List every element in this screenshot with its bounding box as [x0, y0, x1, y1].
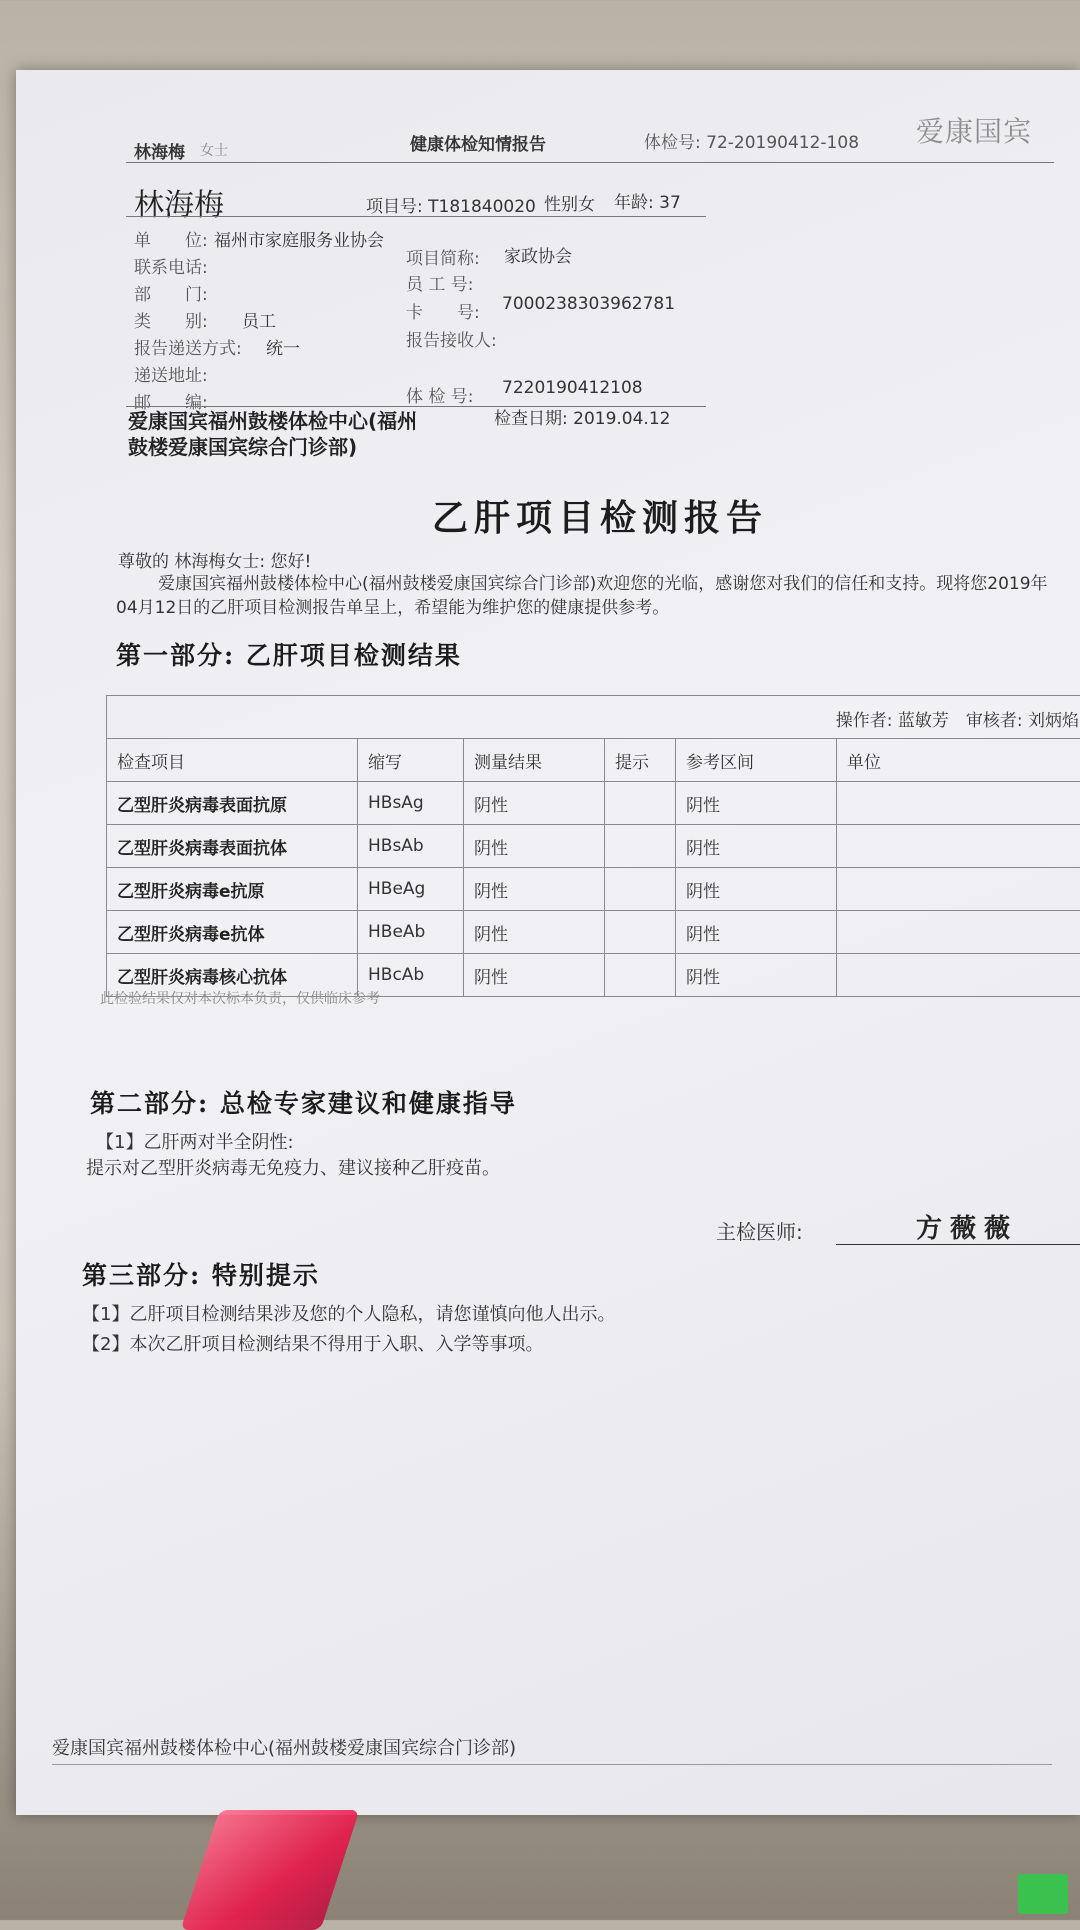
cell-unit: [837, 782, 1080, 825]
cell-item: 乙型肝炎病毒表面抗原: [107, 782, 358, 825]
info-label: 单 位:: [134, 226, 208, 251]
doctor-signature: 方薇薇: [916, 1208, 1018, 1245]
table-row: [107, 782, 1080, 825]
greeting-line: 尊敬的 林海梅女士: 您好!: [118, 550, 311, 574]
exam-date: 检查日期: 2019.04.12: [494, 404, 670, 429]
header-report-type: 健康体检知情报告: [410, 130, 546, 155]
part2-title: 第二部分: 总检专家建议和健康指导: [90, 1084, 517, 1120]
column-header: 测量结果: [464, 739, 605, 782]
brand-logo-text: 爱康国宾: [916, 110, 1032, 150]
info-value: 统一: [266, 334, 300, 359]
cell-reference: 阴性: [676, 868, 837, 911]
cell-hint: [605, 782, 676, 825]
cell-result: 阴性: [464, 954, 605, 997]
info-value: 员工: [242, 307, 276, 332]
footer-rule: [52, 1764, 1052, 1765]
table-header-row: [107, 739, 1080, 782]
cell-unit: [837, 911, 1080, 954]
patient-name: 林海梅: [134, 180, 224, 224]
info-label: 卡 号:: [406, 298, 480, 323]
footer-center-name: 爱康国宾福州鼓楼体检中心(福州鼓楼爱康国宾综合门诊部): [52, 1734, 516, 1760]
cell-reference: 阴性: [676, 825, 837, 868]
exam-center-name: 爱康国宾福州鼓楼体检中心(福州鼓楼爱康国宾综合门诊部): [128, 408, 428, 460]
info-value: 7000238303962781: [502, 294, 675, 314]
table-row: [107, 825, 1080, 868]
cell-result: 阴性: [464, 868, 605, 911]
notice-item: 【1】乙肝项目检测结果涉及您的个人隐私，请您谨慎向他人出示。: [82, 1300, 615, 1326]
info-value: 7220190412108: [502, 378, 643, 398]
cell-unit: [837, 954, 1080, 997]
cell-abbr: HBeAg: [358, 868, 464, 911]
cell-unit: [837, 825, 1080, 868]
cell-reference: 阴性: [676, 911, 837, 954]
project-number: 项目号: T181840020: [366, 192, 536, 217]
column-header: 单位: [837, 739, 1080, 782]
patient-rule: [126, 216, 706, 217]
cell-item: 乙型肝炎病毒核心抗体: [107, 954, 358, 997]
part1-title: 第一部分: 乙肝项目检测结果: [116, 636, 462, 672]
operator-row: [106, 695, 1080, 738]
cell-item: 乙型肝炎病毒e抗体: [107, 911, 358, 954]
cell-abbr: HBeAb: [358, 911, 464, 954]
signature-line: [836, 1244, 1080, 1245]
cell-reference: 阴性: [676, 954, 837, 997]
greeting-paragraph: 爱康国宾福州鼓楼体检中心(福州鼓楼爱康国宾综合门诊部)欢迎您的光临，感谢您对我们的信任和支持。现将您2019年04月12日的乙肝项目检测报告单呈上，希望能为维护您的健康提供参考。: [116, 572, 1056, 620]
header-patient-name: 林海梅: [134, 138, 185, 163]
highlighter-pen: [181, 1810, 360, 1930]
part3-title: 第三部分: 特别提示: [82, 1256, 320, 1292]
column-header: 提示: [605, 739, 676, 782]
cell-hint: [605, 868, 676, 911]
cell-item: 乙型肝炎病毒e抗原: [107, 868, 358, 911]
header-exam-number: 体检号: 72-20190412-108: [644, 128, 859, 153]
patient-gender: 性别女: [544, 190, 595, 215]
operator-reviewer: 操作者: 蓝敏芳 审核者: 刘炳焰: [836, 706, 1079, 731]
advice-text: 提示对乙型肝炎病毒无免疫力、建议接种乙肝疫苗。: [86, 1154, 500, 1180]
info-label: 联系电话:: [134, 253, 208, 278]
info-label: 报告递送方式:: [134, 334, 242, 359]
info-value: 福州市家庭服务业协会: [214, 226, 384, 251]
cell-item: 乙型肝炎病毒表面抗体: [107, 825, 358, 868]
cell-hint: [605, 911, 676, 954]
info-label: 递送地址:: [134, 361, 208, 386]
info-label: 员 工 号:: [406, 270, 474, 295]
watermark-logo: [1018, 1874, 1068, 1914]
info-label: 邮 编:: [134, 388, 208, 413]
info-value: 家政协会: [504, 242, 572, 267]
results-disclaimer: 此检验结果仅对本次标本负责，仅供临床参考: [100, 988, 380, 1008]
cell-abbr: HBsAb: [358, 825, 464, 868]
notice-item: 【2】本次乙肝项目检测结果不得用于入职、入学等事项。: [82, 1330, 543, 1356]
doctor-label: 主检医师:: [716, 1216, 803, 1245]
info-label: 报告接收人:: [406, 326, 497, 351]
header-salutation: 女士: [200, 140, 228, 160]
report-title: 乙肝项目检测报告: [432, 490, 768, 541]
table-row: [107, 911, 1080, 954]
header-rule: [126, 162, 1054, 163]
table-row: [107, 868, 1080, 911]
cell-result: 阴性: [464, 782, 605, 825]
info-label: 部 门:: [134, 280, 208, 305]
info-label: 类 别:: [134, 307, 208, 332]
report-paper: [16, 70, 1080, 1815]
cell-result: 阴性: [464, 911, 605, 954]
results-table: [106, 738, 1080, 997]
cell-hint: [605, 825, 676, 868]
patient-age: 年龄: 37: [614, 188, 681, 213]
info-label: 体 检 号:: [406, 382, 474, 407]
cell-abbr: HBcAb: [358, 954, 464, 997]
cell-abbr: HBsAg: [358, 782, 464, 825]
column-header: 缩写: [358, 739, 464, 782]
column-header: 参考区间: [676, 739, 837, 782]
cell-unit: [837, 868, 1080, 911]
column-header: 检查项目: [107, 739, 358, 782]
advice-item: 【1】乙肝两对半全阴性:: [96, 1128, 294, 1154]
info-label: 项目简称:: [406, 244, 480, 269]
cell-reference: 阴性: [676, 782, 837, 825]
cell-result: 阴性: [464, 825, 605, 868]
cell-hint: [605, 954, 676, 997]
